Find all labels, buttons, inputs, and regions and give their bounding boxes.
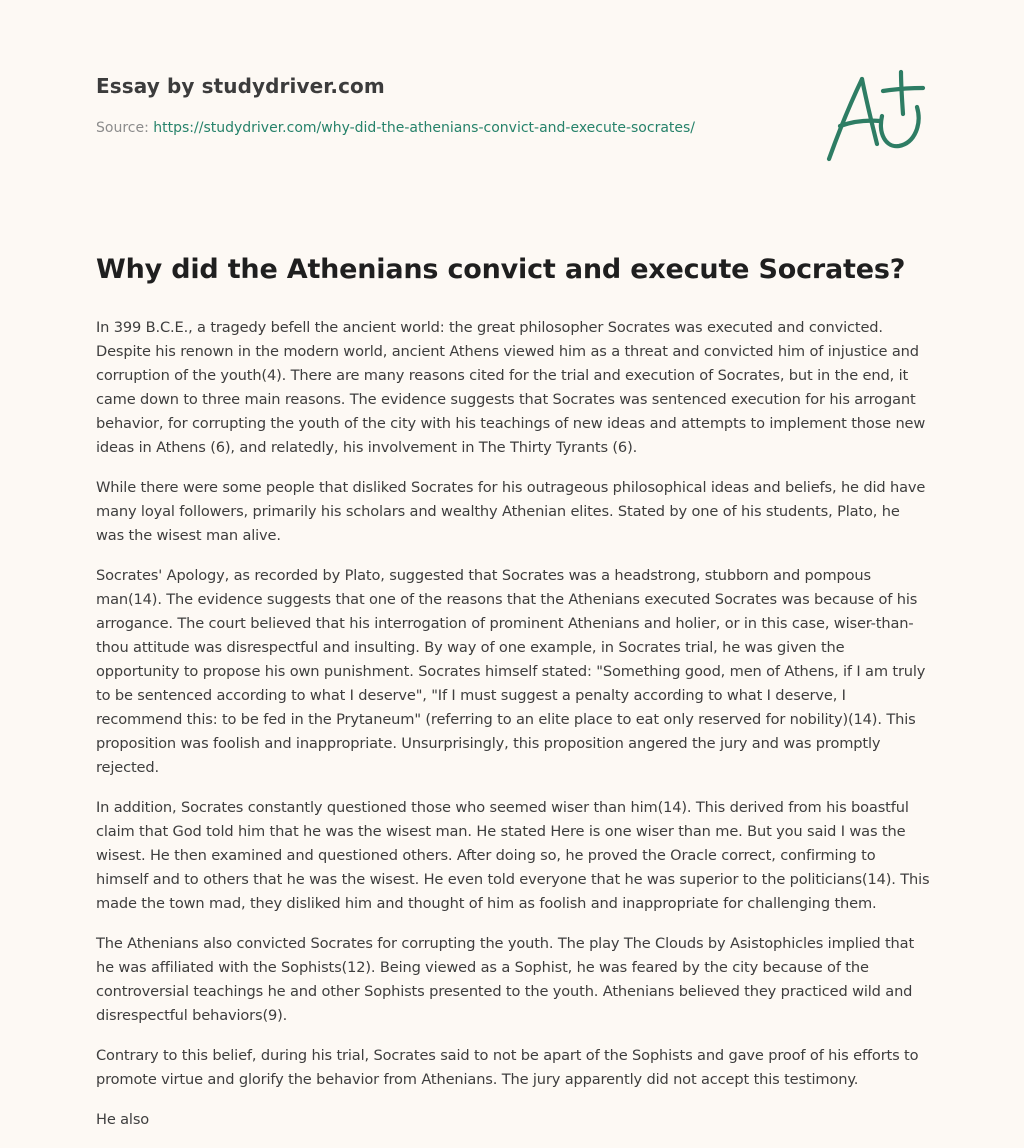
header [96, 74, 796, 136]
source-link[interactable]: https://studydriver.com/why-did-the-athenians-convict-and-execute-socrates/ [153, 120, 696, 136]
essay-body [96, 316, 930, 1148]
a-plus-logo-icon [822, 68, 928, 164]
essay-paragraph: Contrary to this belief, during his trial, Socrates said to not be apart of the Sophists and gave proof of his efforts to promote virtue and glorify the behavior from Athenians. The jury apparently did not accept this testimony. [96, 1047, 919, 1088]
brand-title: Essay by studydriver.com [96, 74, 385, 98]
essay-paragraph: Socrates' Apology, as recorded by Plato, suggested that Socrates was a headstrong, stubborn and pompous man(14). The evidence suggests that one of the reasons that the Athenians executed Socrates was because of his arrogance. The court believed that his interrogation of prominent Athenians and holier, or in this case, wiser-than-thou attitude was disrespectful and insulting. By way of one example, in Socrates trial, he was given the opportunity to propose his own punishment. Socrates himself stated: "Something good, men of Athens, if I am truly to be sentenced according to what I deserve", "If I must suggest a penalty according to what I deserve, I recommend this: to be fed in the Prytaneum" (referring to an elite place to eat only reserved for nobility)(14). This proposition was foolish and inappropriate. Unsurprisingly, this proposition angered the jury and was promptly rejected. [96, 567, 926, 776]
essay-paragraph: In addition, Socrates constantly questioned those who seemed wiser than him(14). This derived from his boastful claim that God told him that he was the wisest man. He stated Here is one wiser than me. But you said I was the wisest. He then examined and questioned others. After doing so, he proved the Oracle correct, confirming to himself and to others that he was the wisest. He even told everyone that he was superior to the politicians(14). This made the town mad, they disliked him and thought of him as foolish and inappropriate for challenging them. [96, 799, 930, 912]
essay-paragraph: He also [96, 1111, 150, 1128]
source-label: Source: [96, 120, 149, 136]
essay-paragraph: In 399 B.C.E., a tragedy befell the ancient world: the great philosopher Socrates was executed and convicted. Despite his renown in the modern world, ancient Athens viewed him as a threat and convicted him of injustice and corruption of the youth(4). There are many reasons cited for the trial and execution of Socrates, but in the end, it came down to three main reasons. The evidence suggests that Socrates was sentenced execution for his arrogant behavior, for corrupting the youth of the city with his teachings of new ideas and attempts to implement those new ideas in Athens (6), and relatedly, his involvement in The Thirty Tyrants (6). [96, 319, 926, 456]
essay-paragraph: The Athenians also convicted Socrates for corrupting the youth. The play The Clouds by Asistophicles implied that he was affiliated with the Sophists(12). Being viewed as a Sophist, he was feared by the city because of the controversial teachings he and other Sophists presented to the youth. Athenians believed they practiced wild and disrespectful behaviors(9). [96, 935, 915, 1024]
essay-paragraph: While there were some people that disliked Socrates for his outrageous philosophical ideas and beliefs, he did have many loyal followers, primarily his scholars and wealthy Athenian elites. Stated by one of his students, Plato, he was the wisest man alive. [96, 479, 926, 544]
essay-title: Why did the Athenians convict and execute Socrates? [96, 254, 906, 285]
source-line [96, 120, 796, 136]
